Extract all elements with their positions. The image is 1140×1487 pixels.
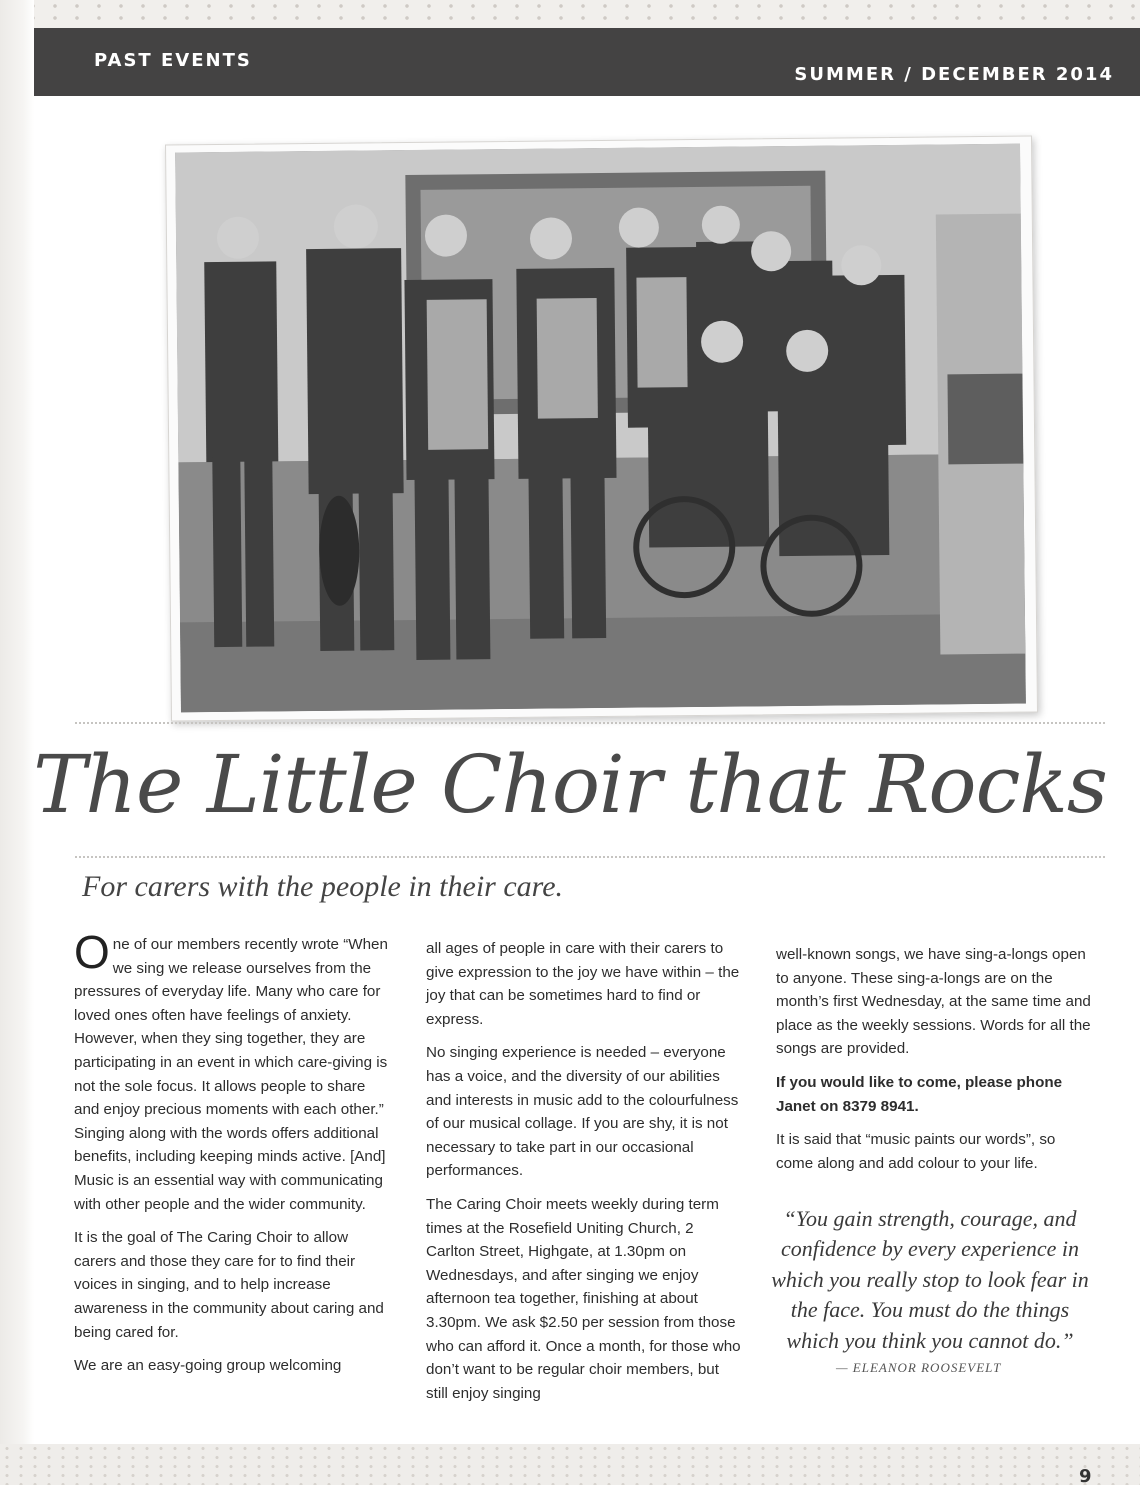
article-column-2 — [426, 937, 742, 1415]
article-column-3 — [776, 943, 1092, 1185]
title-rule-bottom — [75, 856, 1105, 858]
issue-date: SUMMER / DECEMBER 2014 — [794, 64, 1114, 85]
drop-cap: O — [74, 926, 110, 978]
quote-attribution: — ELEANOR ROOSEVELT — [836, 1360, 1002, 1375]
article-title: The Little Choir that Rocks — [33, 738, 1107, 831]
section-label: PAST EVENTS — [94, 50, 252, 71]
decorative-top-border — [0, 0, 1140, 28]
paragraph: It is said that “music paints our words”, so come along and add colour to your life. — [776, 1131, 1056, 1172]
decorative-bottom-border — [0, 1444, 1140, 1485]
title-rule-top — [75, 722, 1105, 724]
article-subtitle: For carers with the people in their care. — [82, 870, 564, 903]
choir-photo — [165, 135, 1038, 721]
paragraph: No singing experience is needed – everyone has a voice, and the diversity of our abilities and interests in music add to the colourfulness of our musical collage. If you are shy, it is not necessary to take part in our occasional performances. — [426, 1044, 739, 1180]
article-column-1 — [74, 926, 390, 1388]
pull-quote: “You gain strength, courage, and confidence by every experience in which you really stop to look fear in the face. You must do the things which you think you cannot do.” — [771, 1206, 1089, 1353]
paragraph: all ages of people in care with their carers to give expression to the joy we have within – the joy that can be sometimes hard to find or express. — [426, 940, 740, 1028]
paragraph: We are an easy-going group welcoming — [74, 1357, 342, 1375]
paragraph — [74, 926, 390, 1216]
choir-group-image — [175, 144, 1026, 713]
paragraph: It is the goal of The Caring Choir to allow carers and those they care for to find their voices in singing, and to help increase awareness in the community about caring and being cared for. — [74, 1229, 384, 1341]
paragraph-text: ne of our members recently wrote “When we sing we release ourselves from the pressures of everyday life. Many who care for loved ones often have feelings of anxiety. However, when they sing together, they are participating in an event in which care-giving is not the sole focus. It allows people to share and enjoy precious moments with each other.” Singing along with the words offers additional benefits, including keeping minds active. [And] Music is an essential way with communicating with other people and the wider community. — [74, 936, 388, 1213]
paragraph: The Caring Choir meets weekly during term times at the Rosefield Uniting Church, 2 Carlton Street, Highgate, at 1.30pm on Wednesdays, and after singing we enjoy afternoon tea together, finishing at about 3.30pm. We ask $2.50 per session from those who can afford it. Once a month, for those who don’t want to be regular choir members, but still enjoy singing — [426, 1195, 741, 1402]
contact-callout: If you would like to come, please phone Janet on 8379 8941. — [776, 1073, 1063, 1115]
paragraph: well-known songs, we have sing-a-longs open to anyone. These sing-a-longs are on the month’s first Wednesday, at the same time and place as the weekly sessions. Words for all the songs are provided. — [776, 946, 1091, 1058]
page-number: 9 — [1079, 1466, 1092, 1487]
